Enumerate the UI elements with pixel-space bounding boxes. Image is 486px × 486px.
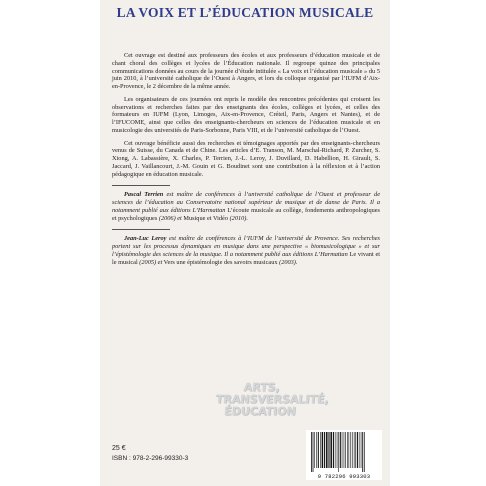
series-logo-line: ARTS, [243,381,281,394]
barcode-bar [359,432,360,468]
divider [112,185,170,186]
bio-text: (2005) et [139,258,163,266]
author-bio [112,235,380,266]
barcode-bar [330,432,332,468]
author-bio [112,191,380,222]
barcode-bar [347,432,348,468]
barcode-bar [340,432,341,468]
barcode-bars [306,430,382,472]
book-title-ref: L’écoute musicale au collège, fondements anthropologiques et psychologiques [112,206,380,222]
blurb-paragraph: Cet ouvrage est destiné aux professeurs des écoles et aux professeurs d’éducation musicale et de chant choral des collèges et lycées de l’Éducation nationale. Il regroupe quinze des principales communications données au cours de la journée d’étude intitulée « La voix et l’éducation musicale » du 5 juin 2010, à l’université catholique de l’Ouest à Angers, et lors du colloque organisé par l’IUFM d’Aix-en-Provence, le 2 décembre de la même année. [112,52,380,90]
barcode-bar [326,432,328,468]
barcode-bar [349,432,350,468]
barcode-bar [335,432,336,468]
barcode-bar [355,432,356,468]
bio-text: est maître de conférences à l’IUFM de l’université de Provence. Ses recherches portent sur les processus dynamiques en musique dans une perspective « biomusicologique » et sur l’épistémologie des sciences de la musique. Il a notamment publié aux éditions L’Harmattan [112,235,380,258]
barcode-bar [311,432,312,472]
book-title-ref: Le vivant et le musical [112,250,380,266]
barcode-bar [318,432,319,468]
book-title: LA VOIX ET L’ÉDUCATION MUSICALE [116,5,374,20]
barcode-bar [322,432,324,468]
bio-text: (2006) et [158,214,182,222]
barcode-bar [352,432,353,468]
barcode-bar [333,432,334,468]
barcode-bar [314,432,315,468]
barcode-bar [361,432,362,468]
barcode-bar [357,432,358,468]
isbn: ISBN : 978-2-296-99330-3 [112,455,189,462]
series-logo-line: ÉDUCATION [224,405,297,418]
barcode-bar [354,432,355,468]
series-logo [215,381,330,418]
bio-text: (2010). [229,214,248,222]
barcode-bar [337,432,338,468]
barcode-number: 9 782296 993303 [317,473,371,480]
price: 25 € [112,445,126,452]
barcode-bar [328,432,329,468]
barcode-bar [350,432,351,468]
barcode-bar [320,432,321,468]
barcode-bar [316,432,317,468]
barcode-bar [342,432,343,468]
author-name: Jean-Luc Leroy [124,235,167,243]
bio-text: (2003). [279,258,298,266]
barcode-bar [338,432,339,472]
blurb-paragraph: Cet ouvrage bénéficie aussi des recherches et témoignages apportés par des enseignants-chercheurs venus de Suisse, du Canada et de Chine. Les articles d’E. Transon, M. Marschal-Richard, P. Zurcher, S. Xiong, A. Labassière, X. Charles, P. Terrien, J.-L. Leroy, J. Duvillard, D. Habellion, H. Girault, S. Jaccard, J. Vaillancourt, J.-M. Gouin et G. Boudinet sont une contribution à la réflexion et à l’action pédagogique en éducation musicale. [112,139,380,178]
barcode-bar [362,432,363,472]
blurb-paragraph: Les organisateurs de ces journées ont repris le modèle des rencontres précédentes qui croisent les observations et recherches faites par des enseignants des écoles, collèges et lycées, et celles des formateurs en IUFM (Lyon, Limoges, Aix-en-Provence, Créteil, Paris, Angers et Nantes), et de l’IFUCOME, ainsi que celles des enseignants-chercheurs en sciences de l’éducation musicale et en musicologie des universités de Paris-Sorbonne, Paris VIII, et de l’université catholique de l’Ouest. [112,95,380,134]
bio-text: est maître de conférences à l’université catholique de l’Ouest et professeur de sciences de l’éducation au Conservatoire national supérieur de musique et de danse de Paris. Il a notamment publié aux éditions L’Harmattan [112,191,380,214]
barcode-bar [344,432,345,468]
barcode-bar [313,432,314,472]
barcode-bar [345,432,346,468]
barcode-bar [324,432,325,468]
book-title-ref: Musique et Vidéo [183,214,228,222]
series-logo-line: TRANSVERSALITÉ, [215,393,330,406]
barcode-bar [364,432,365,472]
barcode [306,430,382,480]
author-name: Pascal Terrien [124,191,164,199]
blurb [112,52,380,271]
book-title-ref: Vers une épistémologie des savoirs musicaux [163,258,278,266]
divider [112,229,170,230]
